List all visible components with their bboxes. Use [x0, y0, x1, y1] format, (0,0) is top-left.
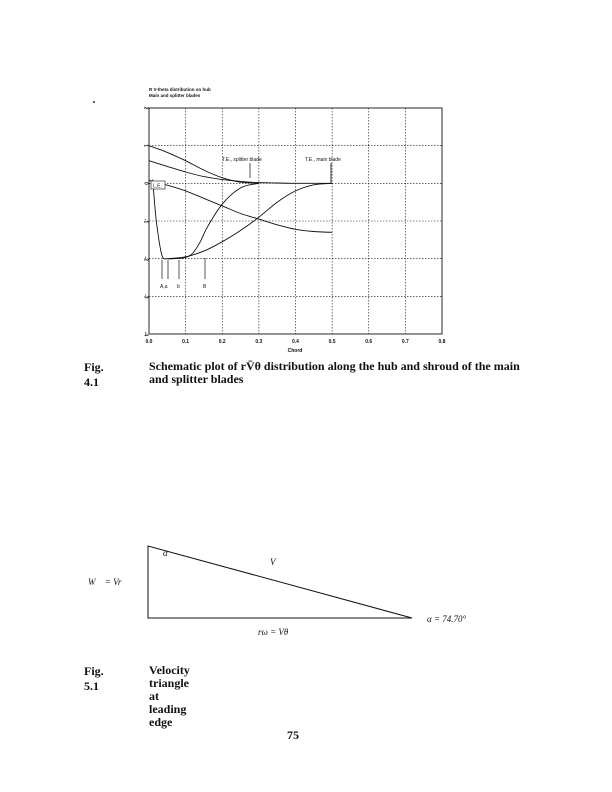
series-line-curve-4 [153, 180, 259, 259]
annotation-le: L.E. [153, 183, 162, 190]
x-tick-label: 0.7 [401, 339, 409, 345]
alpha-corner-label: α [163, 548, 168, 558]
series-line-curve-1 [149, 146, 259, 184]
fig-5-1-caption: Velocity triangle at leading edge [149, 663, 190, 729]
x-tick-label: 0.5 [328, 339, 336, 345]
x-tick-label: 0.2 [218, 339, 226, 345]
annotations [151, 157, 341, 290]
y-tick-label: 0 [142, 181, 149, 185]
annotation-b-small: b [177, 284, 180, 290]
x-tick-label: 0.6 [365, 339, 373, 345]
x-tick-label: 0.0 [145, 339, 153, 345]
y-tick-label: -2 [142, 256, 149, 261]
annotation-aa: A,a [160, 284, 168, 290]
chart-subtitle: Main and splitter blades [149, 93, 201, 98]
y-tick-label: 1 [142, 144, 149, 148]
w-equals-vr-label: W⃗ = Vr [88, 577, 122, 587]
v-vector-label: V⃗ [270, 557, 283, 567]
y-tick-label: -1 [142, 218, 149, 224]
annotation-b-large: B [203, 284, 207, 290]
fig-5-1-number: Fig. 5.1 [84, 664, 104, 693]
velocity-triangle [0, 530, 612, 650]
annotation-te-main: T.E., main blade [305, 157, 341, 163]
x-tick-label: 0.3 [255, 339, 263, 345]
x-tick-label: 0.8 [438, 339, 446, 345]
grid [149, 108, 442, 334]
page-number: 75 [287, 728, 299, 742]
y-tick-label: 2 [142, 106, 149, 110]
alpha-value-label: α = 74.70° [427, 614, 467, 624]
fig-4-1-caption: Schematic plot of rV̄θ distribution along the hub and shroud of the main and splitter blades [149, 359, 520, 386]
x-tick-label: 0.1 [182, 339, 190, 345]
series-line-curve-2 [149, 161, 332, 184]
x-tick-label: 0.4 [292, 339, 299, 345]
annotation-te-splitter: T.E., splitter blade [222, 157, 262, 163]
axis-ticks [143, 107, 446, 345]
x-axis-label: Chord [287, 348, 303, 354]
fig-4-1-number: Fig. 4.1 [84, 360, 104, 389]
chart-title: R V-theta distribution on hub [149, 87, 211, 92]
y-tick-label: -3 [142, 294, 149, 299]
r-omega-label: rω = Vθ [258, 627, 289, 637]
y-tick-label: -4 [142, 331, 149, 337]
